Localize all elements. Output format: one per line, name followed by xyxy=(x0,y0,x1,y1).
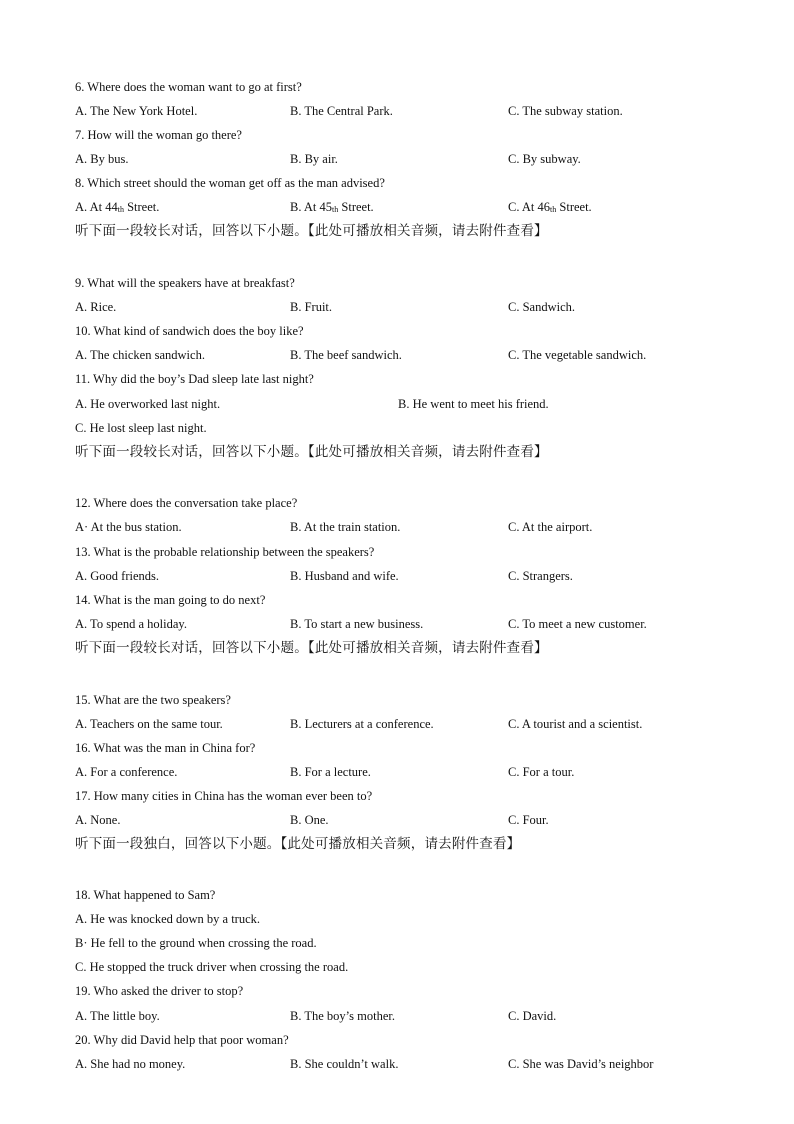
question-stem: 19. Who asked the driver to stop? xyxy=(75,984,244,998)
option-b: B. By air. xyxy=(290,152,338,166)
option-c: C. By subway. xyxy=(508,152,581,166)
option-a: A. The little boy. xyxy=(75,1009,160,1023)
section-instruction: 听下面一段较长对话，回答以下小题。【此处可播放相关音频，请去附件查看】 xyxy=(75,223,548,239)
option-b: B. He went to meet his friend. xyxy=(398,397,549,411)
option-b: B. For a lecture. xyxy=(290,765,371,779)
question-stem: 13. What is the probable relationship between the speakers? xyxy=(75,545,375,559)
question-stem: 14. What is the man going to do next? xyxy=(75,593,266,607)
option-c: C. For a tour. xyxy=(508,765,575,779)
option-b: B. Lecturers at a conference. xyxy=(290,717,434,731)
question-stem: 7. How will the woman go there? xyxy=(75,128,242,142)
option-b: B. At $45_{th}$ Street. xyxy=(290,200,374,214)
option-c: C. Sandwich. xyxy=(508,300,576,314)
option-c: C. She was David’s neighbor xyxy=(508,1057,654,1071)
option-a: A. Good friends. xyxy=(75,569,160,583)
option-a: A. At $44_{th}$ Street. xyxy=(75,200,160,214)
option-a: A· At the bus station. xyxy=(75,520,182,534)
option-c: C. David. xyxy=(508,1009,557,1023)
question-stem: 17. How many cities in China has the woman ever been to? xyxy=(75,789,373,803)
option-a: A. For a conference. xyxy=(75,765,178,779)
option-b: B. She couldn’t walk. xyxy=(290,1057,399,1071)
section-instruction: 听下面一段较长对话，回答以下小题。【此处可播放相关音频，请去附件查看】 xyxy=(75,640,548,656)
question-stem: 9. What will the speakers have at breakfast? xyxy=(75,276,295,290)
option-c: C. The subway station. xyxy=(508,104,623,118)
option-c: C. At the airport. xyxy=(508,520,593,534)
option-c: C. The vegetable sandwich. xyxy=(508,348,647,362)
option-a: A. To spend a holiday. xyxy=(75,617,187,631)
option-a: A. By bus. xyxy=(75,152,129,166)
question-stem: 8. Which street should the woman get off as the man advised? xyxy=(75,176,385,190)
option-c: C. He lost sleep last night. xyxy=(75,421,207,435)
option-a: A. None. xyxy=(75,813,121,827)
option-c: C. At $46_{th}$ Street. xyxy=(508,200,592,214)
option-b: B. Fruit. xyxy=(290,300,333,314)
option-a: A. She had no money. xyxy=(75,1057,186,1071)
option-a: A. He overworked last night. xyxy=(75,397,221,411)
option-c: C. To meet a new customer. xyxy=(508,617,647,631)
question-stem: 11. Why did the boy’s Dad sleep late last night? xyxy=(75,372,314,386)
option-b: B. The beef sandwich. xyxy=(290,348,402,362)
question-stem: 12. Where does the conversation take place? xyxy=(75,496,298,510)
question-stem: 10. What kind of sandwich does the boy like? xyxy=(75,324,304,338)
question-stem: 6. Where does the woman want to go at first? xyxy=(75,80,302,94)
section-instruction: 听下面一段较长对话，回答以下小题。【此处可播放相关音频，请去附件查看】 xyxy=(75,444,548,460)
option-b: B. To start a new business. xyxy=(290,617,424,631)
option-a: A. Teachers on the same tour. xyxy=(75,717,223,731)
question-stem: 15. What are the two speakers? xyxy=(75,693,231,707)
option-c: C. He stopped the truck driver when crossing the road. xyxy=(75,960,349,974)
option-c: C. Strangers. xyxy=(508,569,573,583)
option-a: A. Rice. xyxy=(75,300,117,314)
option-c: C. A tourist and a scientist. xyxy=(508,717,643,731)
question-stem: 18. What happened to Sam? xyxy=(75,888,216,902)
question-stem: 20. Why did David help that poor woman? xyxy=(75,1033,289,1047)
option-b: B· He fell to the ground when crossing the road. xyxy=(75,936,317,950)
option-b: B. One. xyxy=(290,813,329,827)
option-b: B. The Central Park. xyxy=(290,104,393,118)
question-stem: 16. What was the man in China for? xyxy=(75,741,256,755)
option-a: A. The New York Hotel. xyxy=(75,104,198,118)
option-a: A. He was knocked down by a truck. xyxy=(75,912,261,926)
option-b: B. The boy’s mother. xyxy=(290,1009,395,1023)
option-b: B. At the train station. xyxy=(290,520,401,534)
option-c: C. Four. xyxy=(508,813,549,827)
section-instruction: 听下面一段独白，回答以下小题。【此处可播放相关音频，请去附件查看】 xyxy=(75,836,521,852)
option-b: B. Husband and wife. xyxy=(290,569,399,583)
option-a: A. The chicken sandwich. xyxy=(75,348,205,362)
